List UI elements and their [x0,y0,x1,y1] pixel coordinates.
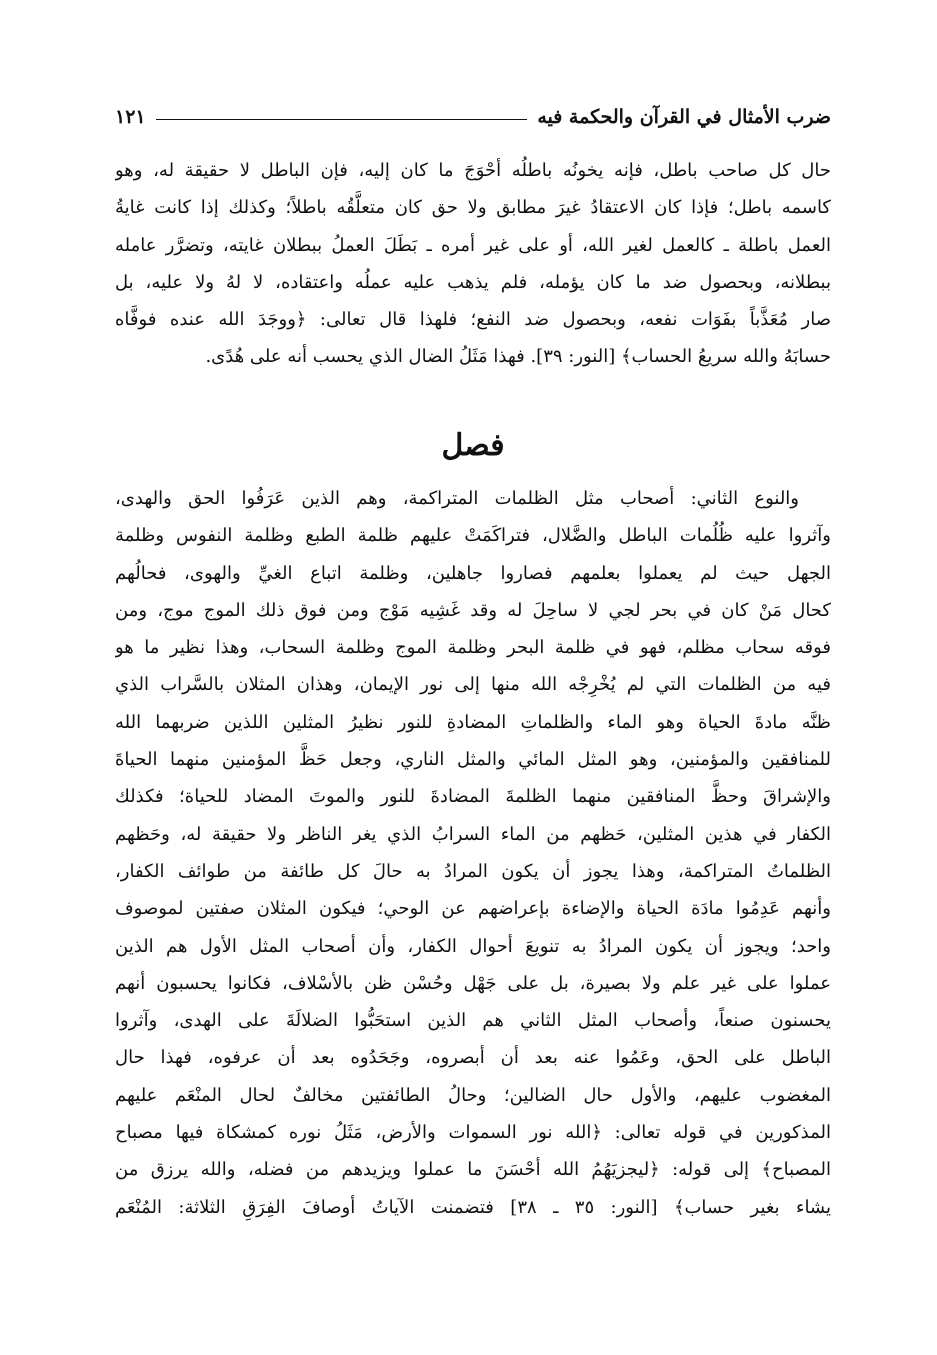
text-line: والنوع الثاني: أصحاب مثل الظلمات المتراكمة، وهم الذين عَرَفُوا الحق والهدى، [115,488,799,509]
text-line: الباطل على الحق، وعَمُوا عنه بعد أن أبصروه، وجَحَدُوه بعد أن عرفوه، فهذا حال [115,1047,831,1069]
text-line: وآثروا عليه ظُلُمات الباطل والضَّلال، فتراكَمَتْ عليهم ظلمة الطبع وظلمة النفوس وظلمة [115,525,831,547]
text-line: الكفار في هذين المثلين، حَظهم من الماء السرابُ الذي يغر الناظر ولا حقيقة له، وحَظهم [115,823,831,845]
text-line: المذكورين في قوله تعالى: ﴿الله نور السموات والأرض، مَثَلُ نوره كمشكاة فيها مصباح [115,1122,831,1144]
text-line: العمل باطلة ـ كالعمل لغير الله، أو على غير أمره ـ بَطَلَ العملُ ببطلان غايته، وتضرَّر عامله [115,234,831,256]
text-line: فيه من الظلمات التي لم يُخْرِجْه الله منها إلى نور الإيمان، وهذان المثلان بالسَّراب الذي [115,674,831,696]
text-line: كحال مَنْ كان في بحر لجي لا ساحِلَ له وقد غَشِيه مَوْج ومن فوق ذلك الموج موج، ومن [115,599,831,621]
running-title: ضرب الأمثال في القرآن والحكمة فيه [537,106,831,128]
text-line: وأنهم عَدِمُوا مادَة الحياة والإضاءة بإعراضهم عن الوحي؛ فيكون المثلان صفتين لموصوف [115,898,831,920]
text-line: للمنافقين والمؤمنين، وهو المثل المائي والمثل الناري، وجعل حَظَّ المؤمنين منهما الحياةَ [115,749,831,771]
text-line: حال كل صاحب باطل، فإنه يخونُه باطلُه أحْوَجَ ما كان إليه، فإن الباطل لا حقيقة له، وهو [115,160,831,181]
text-line: ببطلانه، وبحصول ضد ما كان يؤمله، فلم يذهب عليه عملُه واعتقاده، لا لهُ ولا عليه، بل [115,271,831,293]
text-line: المغضوب عليهم، والأول حال الضالين؛ وحالُ الطائفتين مخالفٌ لحال المنْعَم عليهم [115,1084,831,1106]
text-line: كاسمه باطل؛ فإذا كان الاعتقادُ غيرَ مطابق ولا حق كان متعلَّقُه باطلاً؛ وكذلك إذا كانت غايةُ [115,197,831,219]
text-line: واحد؛ ويجوز أن يكون المرادُ به تنويعَ أحوال الكفار، وأن أصحاب المثل الأول هم الذين [115,935,831,957]
text-line: ظنَّه مادةَ الحياة وهو الماء والظلماتِ المضادةِ للنور نظيرُ المثلين اللذين ضربهما الله [115,711,831,733]
text-line: صار مُعَذَّباً بفَوَات نفعه، وبحصول ضد النفع؛ فلهذا قال تعالى: ﴿ووجَدَ الله عنده فوفَّاه [115,309,831,331]
header-rule [156,119,528,120]
page-number: ١٢١ [115,106,146,128]
text-line: الجهل حيث لم يعملوا بعلمهم فصاروا جاهلين، وظلمة اتباع الغيِّ والهوى، فحالُهم [115,562,831,584]
text-line: حسابَهُ والله سريعُ الحساب﴾ [النور: ٣٩]. فهذا مَثَلُ الضال الذي يحسب أنه على هُدًى. [205,346,831,368]
section-heading: فصل [441,428,505,463]
text-line: والإشراقَ وحظَّ المنافقين منهما الظلمةَ المضادةَ للنور والموتَ المضاد للحياة؛ فكذلك [115,786,831,808]
text-line: الظلماتُ المتراكمة، وهذا يجوز أن يكون المرادُ به حالَ كل طائفة من طوائف الكفار، [115,860,831,882]
running-header [115,100,831,134]
text-line: المصباح﴾ إلى قوله: ﴿ليجزيَهُمُ الله أحْسَنَ ما عملوا ويزيدهم من فضله، والله يرزق من [115,1159,831,1181]
paragraph-top [115,152,831,376]
text-line: عملوا على غير علم ولا بصيرة، بل على جَهْل وحُسْن ظن بالأسْلاف، فكانوا يحسبون أنهم [115,972,831,994]
text-line: فوقه سحاب مظلم، فهو في ظلمة البحر وظلمة الموج وظلمة السحاب، وهذا نظير ما هو [115,637,831,659]
paragraph-main [115,480,831,1226]
text-line: يشاء بغير حساب﴾ [النور: ٣٥ ـ ٣٨] فتضمنت الآياتُ أوصافَ الفِرَقِ الثلاثة: المُنْعَم [115,1196,831,1218]
text-line: يحسنون صنعاً، وأصحاب المثل الثاني هم الذين استحَبُّوا الضلالَةَ على الهدى، وآثروا [115,1010,831,1032]
